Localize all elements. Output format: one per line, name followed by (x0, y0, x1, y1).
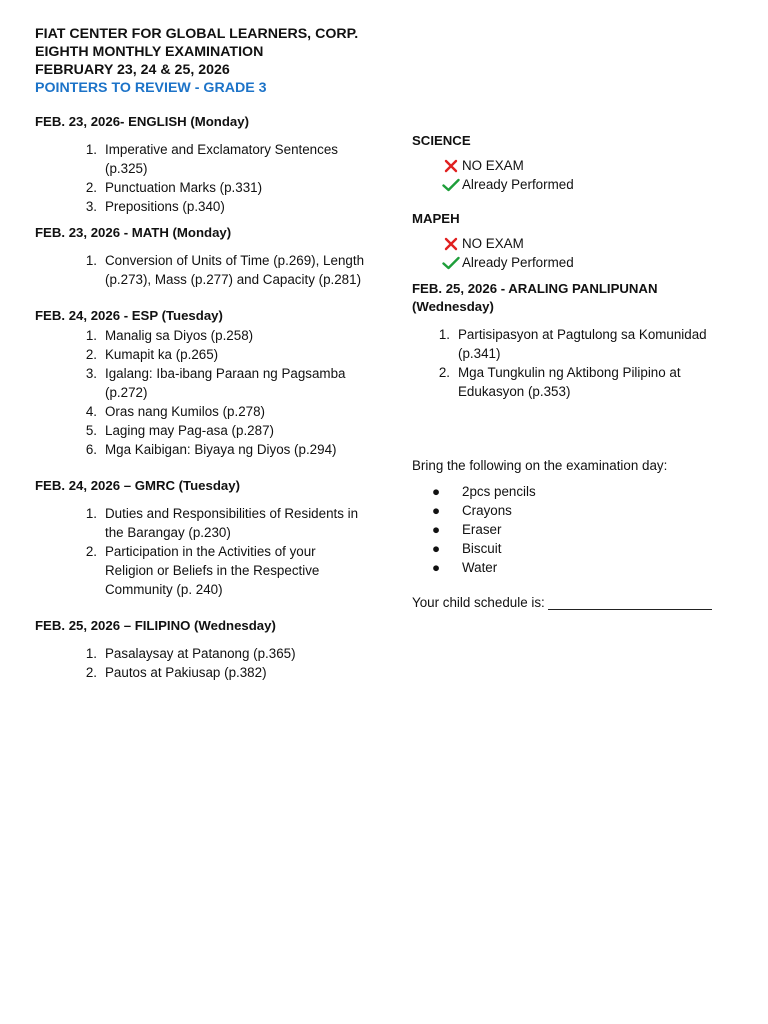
list-item: 2. Mga Tungkulin ng Aktibong Pilipino at Edukasyon (p.353) (438, 365, 681, 399)
english-list (35, 140, 365, 216)
list-item: 2. Pautos at Pakiusap (p.382) (85, 665, 267, 680)
ap-title: FEB. 25, 2026 - ARALING PANLIPUNAN (Wednesday) (412, 281, 658, 314)
bring-intro: Bring the following on the examination day: (412, 458, 668, 473)
list-item: 1. Conversion of Units of Time (p.269), Length (p.273), Mass (p.277) and Capacity (p.281) (85, 253, 365, 287)
exam-title: EIGHTH MONTHLY EXAMINATION (35, 44, 264, 60)
filipino-title: FEB. 25, 2026 – FILIPINO (Wednesday) (35, 618, 276, 633)
science-title: SCIENCE (412, 133, 471, 148)
right-column (412, 132, 742, 610)
gmrc-list (35, 504, 365, 599)
list-item: 1. Manalig sa Diyos (p.258) (85, 328, 254, 343)
list-item: 1. Pasalaysay at Patanong (p.365) (85, 646, 296, 661)
review-title: POINTERS TO REVIEW - GRADE 3 (35, 80, 267, 96)
left-column (35, 113, 365, 682)
school-name: FIAT CENTER FOR GLOBAL LEARNERS, CORP. (35, 26, 359, 42)
schedule-blank (548, 595, 712, 610)
x-mark-icon (442, 236, 460, 252)
filipino-list (35, 644, 365, 682)
schedule-line (412, 595, 742, 610)
bring-list (412, 482, 742, 577)
list-item: 5. Laging may Pag-asa (p.287) (85, 423, 274, 438)
science-performed: Already Performed (412, 176, 742, 195)
list-item: 3. Prepositions (p.340) (85, 199, 225, 214)
esp-title: FEB. 24, 2026 - ESP (Tuesday) (35, 308, 223, 323)
list-item: 1. Duties and Responsibilities of Residents in the Barangay (p.230) (85, 506, 359, 540)
list-item: 6. Mga Kaibigan: Biyaya ng Diyos (p.294) (85, 442, 337, 457)
gmrc-title: FEB. 24, 2026 – GMRC (Tuesday) (35, 478, 240, 493)
exam-dates: FEBRUARY 23, 24 & 25, 2026 (35, 62, 230, 78)
check-mark-icon (442, 255, 460, 271)
list-item: ● Eraser (432, 522, 502, 537)
list-item: ● Biscuit (432, 541, 502, 556)
list-item: ● Crayons (432, 503, 512, 518)
schedule-label: Your child schedule is: (412, 595, 545, 610)
ap-list (412, 325, 742, 401)
math-title: FEB. 23, 2026 - MATH (Monday) (35, 225, 232, 240)
list-item: ● 2pcs pencils (432, 484, 536, 499)
check-mark-icon (442, 177, 460, 193)
esp-list (35, 326, 365, 459)
list-item: 1. Imperative and Exclamatory Sentences (p.325) (85, 142, 338, 176)
list-item: 2. Participation in the Activities of your Religion or Beliefs in the Respective Community (p. 240) (85, 544, 320, 597)
list-item: 1. Partisipasyon at Pagtulong sa Komunidad (p.341) (438, 327, 707, 361)
math-list (35, 251, 365, 289)
science-no-exam: NO EXAM (412, 157, 742, 176)
english-title: FEB. 23, 2026- ENGLISH (Monday) (35, 114, 249, 129)
list-item: 2. Kumapit ka (p.265) (85, 347, 219, 362)
mapeh-no-exam: NO EXAM (412, 235, 742, 254)
document-header (35, 25, 358, 97)
list-item: 2. Punctuation Marks (p.331) (85, 180, 263, 195)
list-item: 4. Oras nang Kumilos (p.278) (85, 404, 266, 419)
mapeh-title: MAPEH (412, 211, 460, 226)
list-item: 3. Igalang: Iba-ibang Paraan ng Pagsamba (p.272) (85, 366, 346, 400)
x-mark-icon (442, 158, 460, 174)
list-item: ● Water (432, 560, 498, 575)
mapeh-performed: Already Performed (412, 254, 742, 273)
